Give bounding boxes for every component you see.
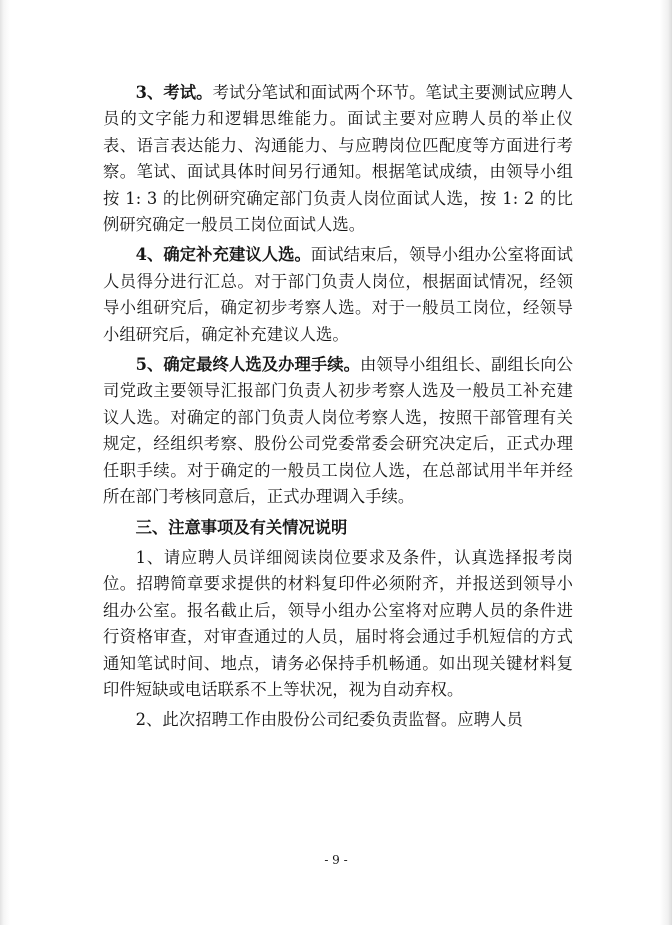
paragraph-exam	[103, 80, 573, 238]
section-heading: 三、注意事项及有关情况说明	[135, 517, 348, 537]
page-number: - 9 -	[324, 853, 348, 867]
document-body	[103, 80, 573, 738]
paragraph-text: 考试分笔试和面试两个环节。笔试主要测试应聘人员的文字能力和逻辑思维能力。面试主要对应聘人员的举止仪表、语言表达能力、沟通能力、与应聘岗位匹配度等方面进行考察。笔试、面试具体时间另行通知。根据笔试成绩，由领导小组按 1: 3 的比例研究确定部门负责人岗位面试人选，按 1: 2 的比例研究确定一般员工岗位面试人选。	[103, 83, 573, 235]
note-item: 2、此次招聘工作由股份公司纪委负责监督。应聘人员	[135, 710, 523, 730]
paragraph-text: 面试结束后，领导小组办公室将面试人员得分进行汇总。对于部门负责人岗位，根据面试情况，经领导小组研究后，确定初步考察人选。对于一般员工岗位，经领导小组研究后，确定补充建议人选。	[103, 245, 573, 344]
paragraph-heading: 4、确定补充建议人选。	[135, 245, 311, 265]
paragraph-heading: 3、考试。	[135, 83, 213, 102]
note-item: 1、请应聘人员详细阅读岗位要求及条件，认真选择报考岗位。招聘简章要求提供的材料复印件必须附齐，并报送到领导小组办公室。报名截止后，领导小组办公室将对应聘人员的条件进行资格审查，对审查通过的人员，届时将会通过手机短信的方式通知笔试时间、地点，请务必保持手机畅通。如出现关键材料复印件短缺或电话联系不上等状况，视为自动弃权。	[103, 547, 573, 699]
paragraph-text: 由领导小组组长、副组长向公司党政主要领导汇报部门负责人初步考察人选及一般员工补充建议人选。对确定的部门负责人岗位考察人选，按照干部管理有关规定，经组织考察、股份公司党委常委会研究决定后，正式办理任职手续。对于确定的一般员工岗位人选，在总部试用半年并经所在部门考核同意后，正式办理调入手续。	[103, 355, 573, 507]
paragraph-heading: 5、确定最终人选及办理手续。	[135, 355, 361, 375]
paragraph-candidates	[103, 242, 573, 348]
paragraph-final-selection	[103, 352, 573, 510]
